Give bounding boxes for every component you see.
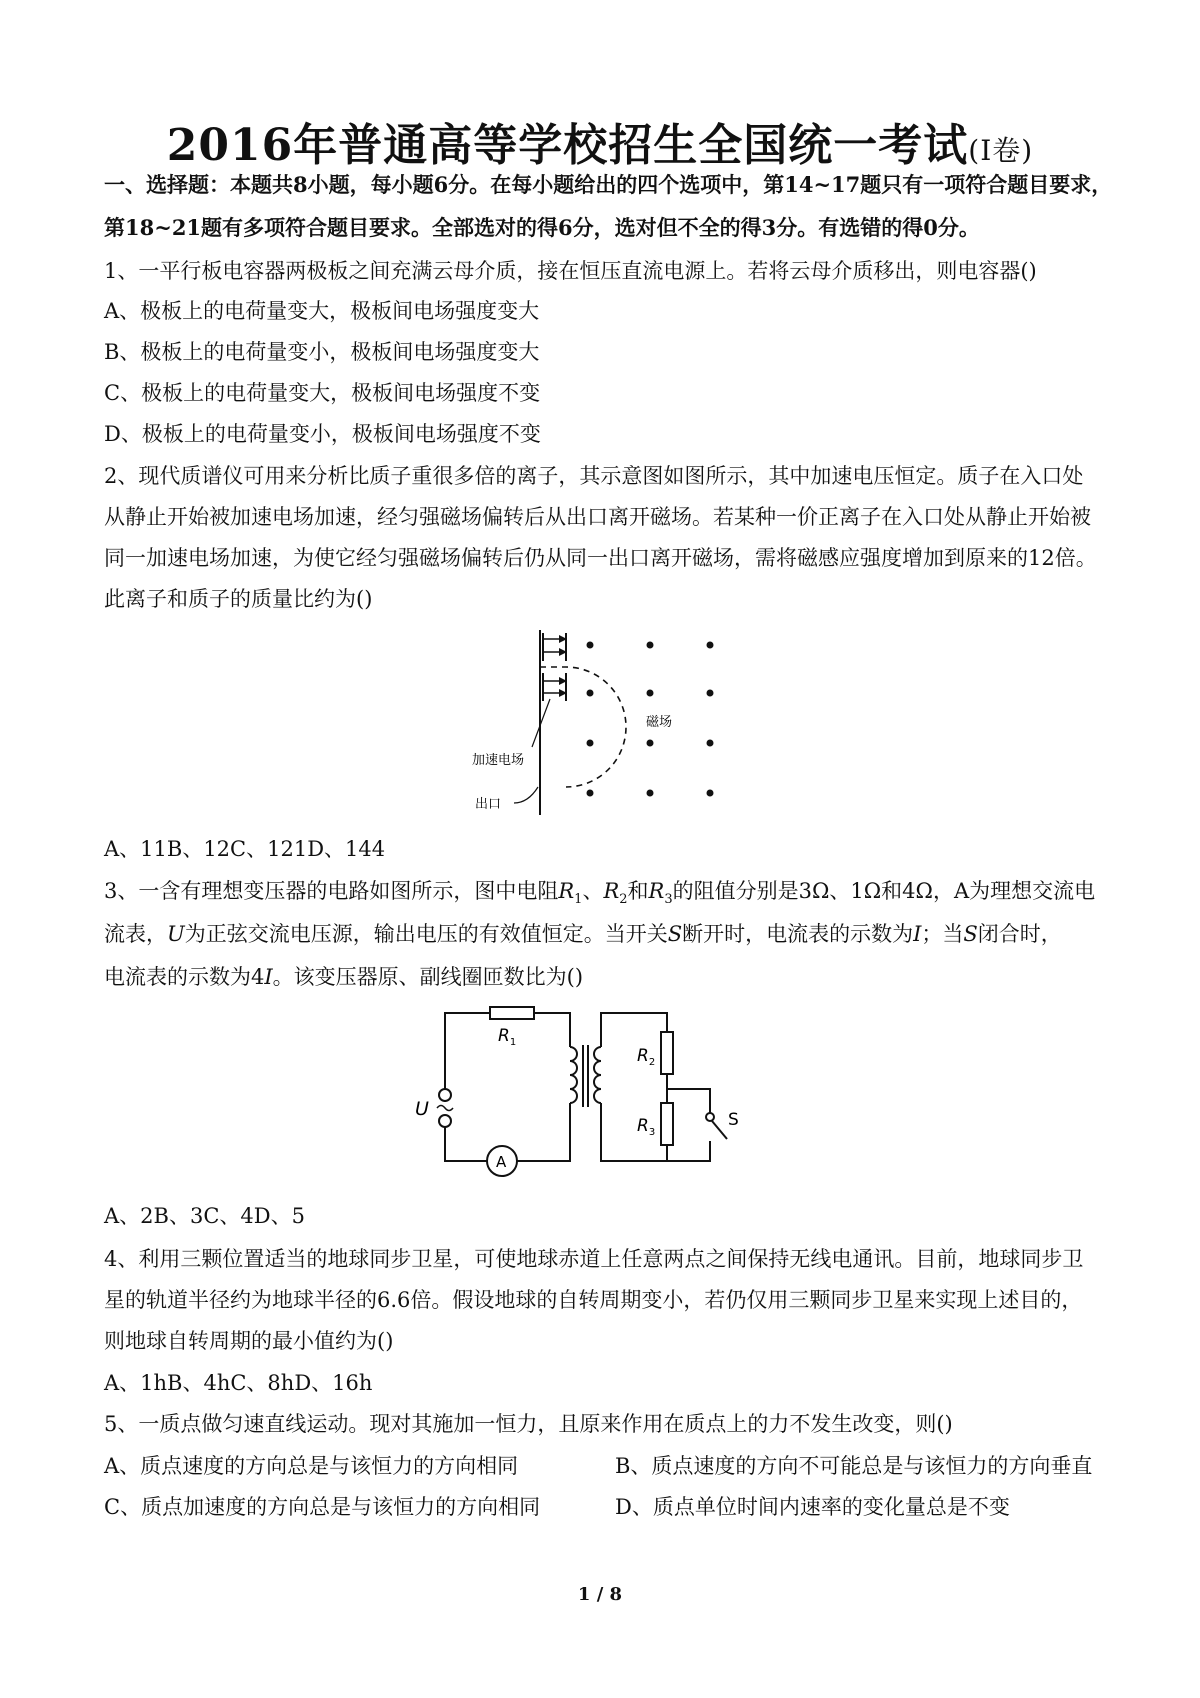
- field-label: 磁场: [646, 715, 673, 730]
- resistor-r2: [661, 1032, 673, 1074]
- source-terminal: [439, 1089, 451, 1101]
- primary-wire: [517, 1103, 570, 1161]
- primary-wire: [534, 1013, 570, 1047]
- primary-wire: [445, 1013, 490, 1102]
- q2-stem-line-2: 从静止开始被加速电场加速，经匀强磁场偏转后从出口离开磁场。若某种一价正离子在入口处从静止开始被: [104, 505, 1091, 529]
- resistor-r3: [661, 1103, 673, 1145]
- r1-label: $R_1$: [498, 1026, 517, 1048]
- q3-options: A、2B、3C、4D、5: [104, 1204, 305, 1228]
- q5-option-b: B、质点速度的方向不可能总是与该恒力的方向垂直: [615, 1454, 1093, 1478]
- q1-option-c: C、极板上的电荷量变大，极板间电场强度不变: [104, 381, 541, 405]
- secondary-wire: [601, 1103, 667, 1161]
- q1-option-d: D、极板上的电荷量变小，极板间电场强度不变: [104, 422, 541, 446]
- ac-symbol: [437, 1106, 453, 1111]
- title-main: 2016年普通高等学校招生全国统一考试: [166, 120, 969, 171]
- q5-stem: 5、一质点做匀速直线运动。现对其施加一恒力，且原来作用在质点上的力不发生改变，则(): [104, 1412, 953, 1436]
- ion-trajectory: [540, 667, 626, 787]
- switch-blade: [712, 1121, 727, 1139]
- accel-field-label: 加速电场: [472, 753, 525, 768]
- switch-contact: [706, 1113, 714, 1121]
- secondary-coil: [594, 1047, 601, 1103]
- q1-option-a: A、极板上的电荷量变大，极板间电场强度变大: [104, 299, 540, 323]
- resistor-r1: [490, 1007, 534, 1019]
- q3-stem-line-2: 流表，U为正弦交流电压源，输出电压的有效值恒定。当开关S断开时，电流表的示数为I；当S闭合时，: [104, 922, 1062, 946]
- q4-stem-line-2: 星的轨道半径约为地球半径的6.6倍。假设地球的自转周期变小，若仍仅用三颗同步卫星来实现上述目的，: [104, 1288, 1083, 1312]
- mass-spectrometer-figure: [470, 625, 740, 825]
- section-instructions-line-1: 一、选择题：本题共8小题，每小题6分。在每小题给出的四个选项中，第14~17题只有一项符合题目要求，: [104, 172, 1113, 197]
- source-label: U: [415, 1098, 429, 1120]
- secondary-wire: [601, 1013, 667, 1047]
- exit-leader: [514, 787, 538, 803]
- source-terminal: [439, 1115, 451, 1127]
- q5-option-c: C、质点加速度的方向总是与该恒力的方向相同: [104, 1495, 541, 1519]
- q2-options: A、11B、12C、121D、144: [104, 837, 386, 861]
- q5-option-d: D、质点单位时间内速率的变化量总是不变: [615, 1495, 1010, 1519]
- q3-stem-line-1: 3、一含有理想变压器的电路如图所示，图中电阻$R_1$、$R_2$和$R_3$的阻值分别是3Ω、1Ω和4Ω，A为理想交流电: [104, 879, 1096, 907]
- q4-stem-line-3: 则地球自转周期的最小值约为(): [104, 1329, 394, 1353]
- r2-label: $R_2$: [637, 1046, 656, 1068]
- page-number: 1 / 8: [577, 1584, 623, 1605]
- q1-option-b: B、极板上的电荷量变小，极板间电场强度变大: [104, 340, 540, 364]
- r3-label: $R_3$: [637, 1116, 656, 1138]
- q4-stem-line-1: 4、利用三颗位置适当的地球同步卫星，可使地球赤道上任意两点之间保持无线电通讯。目前，地球同步卫: [104, 1247, 1084, 1271]
- section-instructions-line-2: 第18~21题有多项符合题目要求。全部选对的得6分，选对但不全的得3分。有选错的得0分。: [104, 215, 980, 240]
- primary-coil: [570, 1047, 577, 1103]
- q1-stem: 1、一平行板电容器两极板之间充满云母介质，接在恒压直流电源上。若将云母介质移出，则电容器(): [104, 259, 1037, 283]
- ammeter-label: A: [496, 1153, 507, 1171]
- exit-label: 出口: [475, 797, 502, 812]
- q2-stem-line-4: 此离子和质子的质量比约为(): [104, 587, 373, 611]
- title-volume: (I卷): [968, 134, 1034, 167]
- q2-stem-line-1: 2、现代质谱仪可用来分析比质子重很多倍的离子，其示意图如图所示，其中加速电压恒定。质子在入口处: [104, 464, 1084, 488]
- q2-stem-line-3: 同一加速电场加速，为使它经匀强磁场偏转后仍从同一出口离开磁场，需将磁感应强度增加到原来的12倍。: [104, 546, 1097, 570]
- q4-options: A、1hB、4hC、8hD、16h: [104, 1371, 373, 1395]
- primary-wire: [445, 1124, 487, 1161]
- transformer-circuit-figure: [405, 1005, 805, 1195]
- q3-stem-line-3: 电流表的示数为4I。该变压器原、副线圈匝数比为(): [104, 965, 584, 989]
- q5-option-a: A、质点速度的方向总是与该恒力的方向相同: [104, 1454, 519, 1478]
- switch-label: S: [728, 1110, 739, 1130]
